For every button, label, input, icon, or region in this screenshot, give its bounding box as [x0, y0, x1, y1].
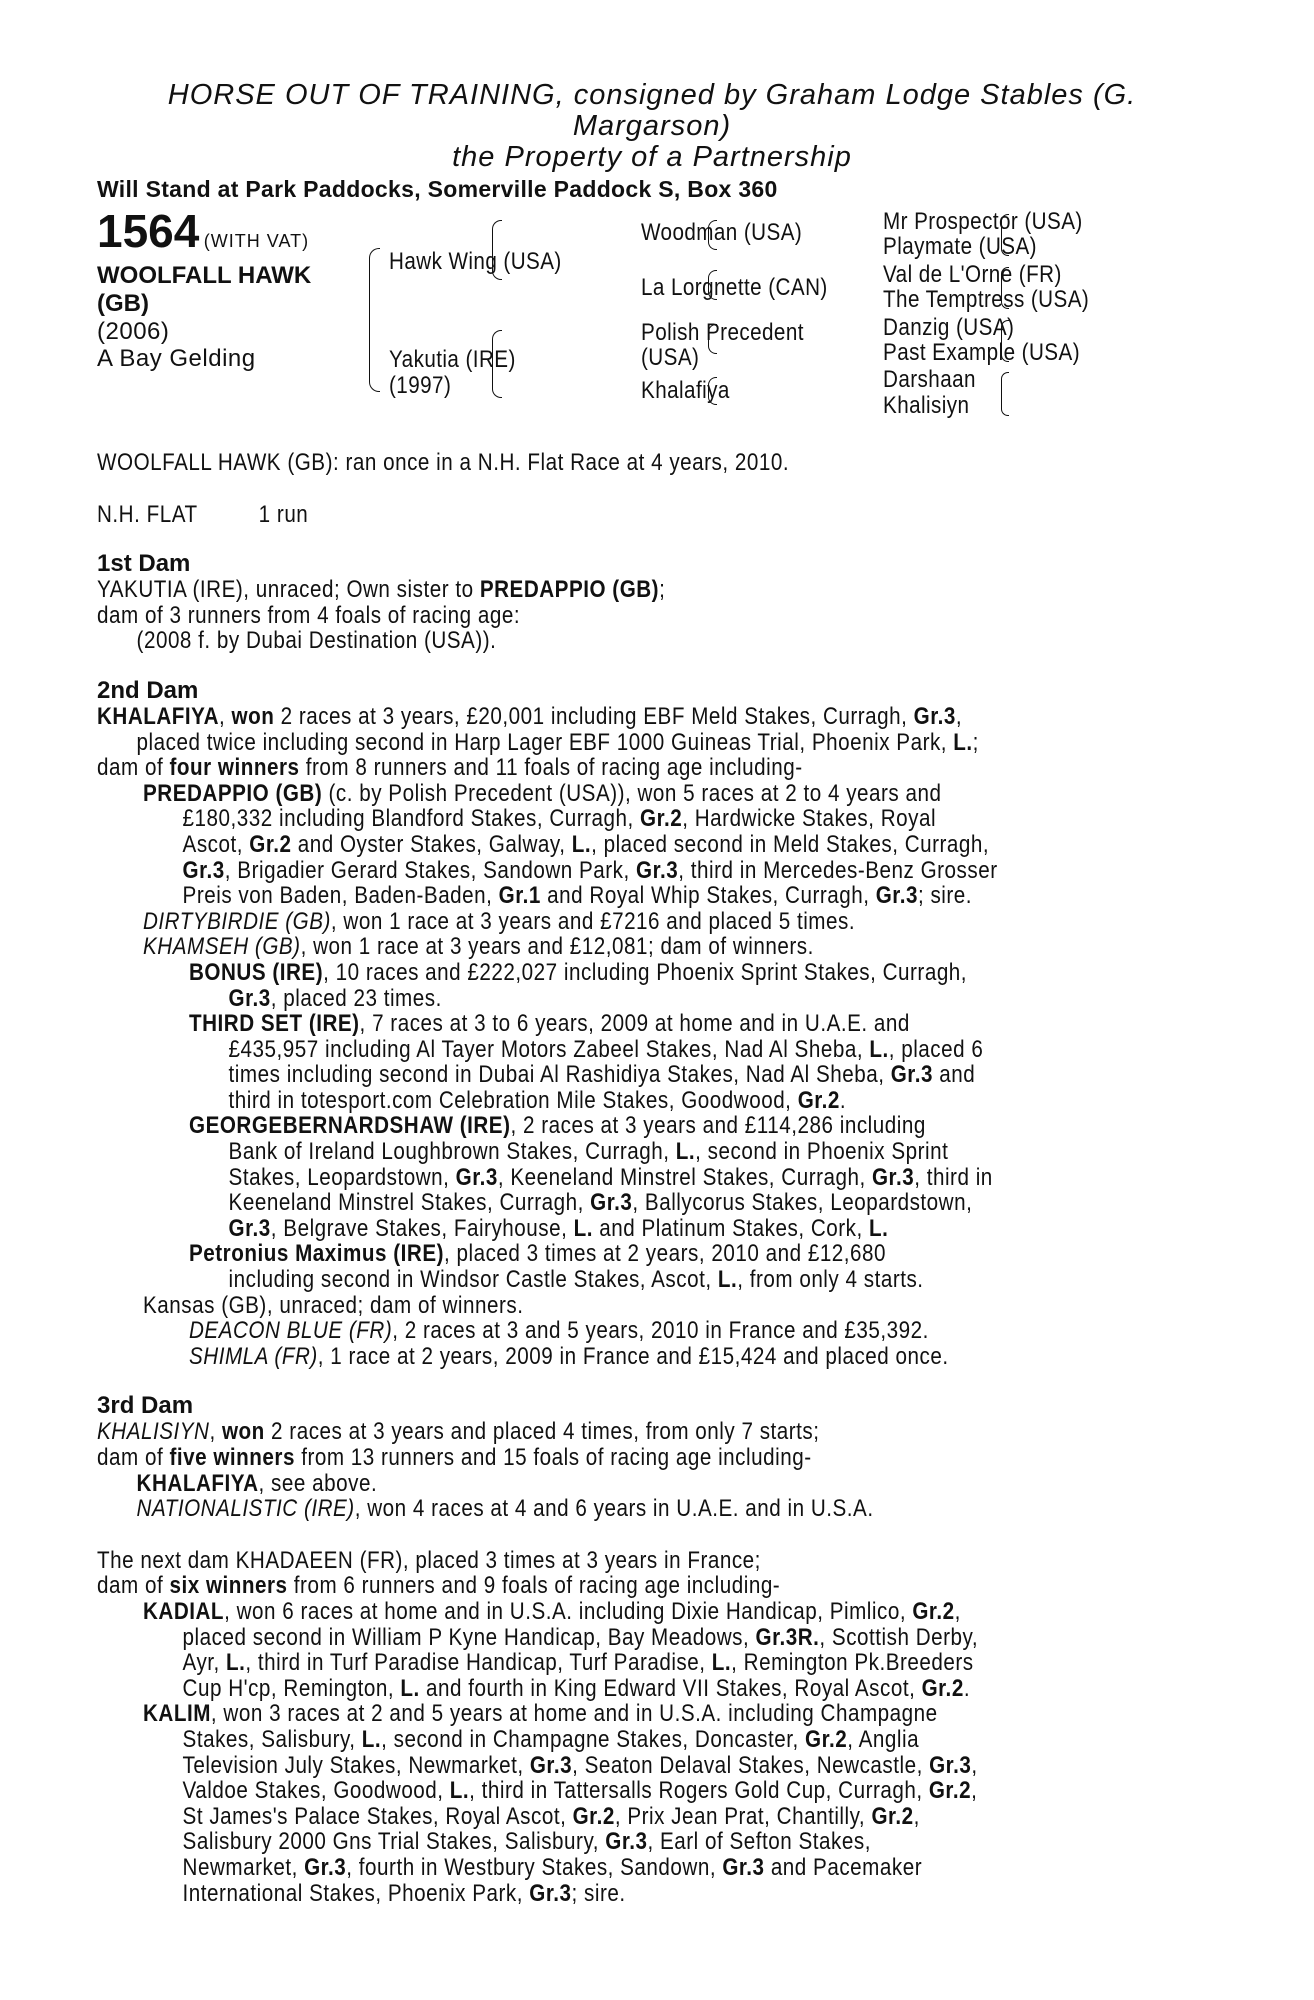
kalim-t3: Television July Stakes, Newmarket, — [182, 1751, 530, 1779]
pedigree-brace-g4 — [1001, 372, 1009, 416]
petro-t2b: , from only 4 starts. — [737, 1266, 924, 1294]
pedigree-brace-g1 — [1001, 214, 1009, 256]
kadial-g2: Gr.2 — [912, 1597, 955, 1625]
kalim-2 — [143, 1727, 1058, 1753]
kalim-8 — [143, 1881, 1058, 1907]
pred-5 — [143, 883, 1058, 909]
khamseh-progeny — [143, 960, 1207, 1293]
kadial-t3c: , Remington Pk.Breeders — [731, 1649, 974, 1677]
kalim-g3c: Gr.3 — [605, 1828, 648, 1856]
kadial-c1: , — [954, 1597, 961, 1625]
second-dam-line-1: KHALAFIYA, won 2 races at 3 years, £20,001 including EBF Meld Stakes, Curragh, Gr.3, — [97, 702, 963, 730]
george-1 — [189, 1113, 1064, 1139]
kadial-t3: Ayr, — [182, 1649, 227, 1677]
george-l2: L. — [573, 1214, 593, 1242]
kadial-t2b: , Scottish Derby, — [819, 1623, 979, 1651]
petro-name: Petronius Maximus (IRE) — [189, 1240, 445, 1268]
header-line-2: Margarson) — [572, 110, 732, 142]
pedigree-sire-dam: La Lorgnette (CAN) — [641, 274, 828, 301]
kalim-t7c: and Pacemaker — [764, 1853, 923, 1881]
next-dam-line-1: The next dam KHADAEEN (FR), placed 3 times at 3 years in France; — [97, 1546, 761, 1574]
deacon-text: , 2 races at 3 and 5 years, 2010 in France and £35,392. — [392, 1317, 929, 1345]
first-dam-line-1 — [97, 577, 1052, 603]
khamseh-text: , won 1 race at 3 years and £12,081; dam of winners. — [300, 933, 814, 961]
first-dam-line-2: dam of 3 runners from 4 foals of racing age: — [97, 601, 521, 629]
kalim-c1: , — [971, 1751, 978, 1779]
kalim-t3b: , Seaton Delaval Stakes, Newcastle, — [572, 1751, 930, 1779]
khamseh-name: KHAMSEH (GB) — [143, 933, 301, 961]
kalim-t4: Valdoe Stakes, Goodwood, — [182, 1777, 450, 1805]
pred-g3c: Gr.3 — [875, 882, 918, 910]
summary-line: WOOLFALL HAWK (GB): ran once in a N.H. Flat Race at 4 years, 2010. — [97, 449, 790, 476]
bonus-t2: , placed 23 times. — [270, 984, 442, 1012]
pedigree-sire-sire: Woodman (USA) — [641, 219, 803, 246]
deacon-name: DEACON BLUE (FR) — [189, 1317, 393, 1345]
record-line — [97, 502, 1052, 528]
kadial-l3: L. — [400, 1674, 420, 1702]
third-set-2 — [189, 1037, 1064, 1063]
kalim-5 — [143, 1804, 1058, 1830]
kadial-2 — [143, 1625, 1058, 1651]
sd-g: Gr.3 — [913, 702, 956, 730]
petronius-1 — [189, 1241, 1064, 1267]
kansas-progeny — [143, 1318, 1207, 1369]
george-2 — [189, 1139, 1064, 1165]
pedigree-dam-1: Yakutia (IRE) — [389, 346, 516, 373]
bonus-2 — [189, 986, 1064, 1012]
third-t2: £435,957 including Al Tayer Motors Zabeel Stakes, Nad Al Sheba, — [228, 1035, 870, 1063]
bonus-t1: , 10 races and £222,027 including Phoenix Sprint Stakes, Curragh, — [323, 958, 968, 986]
kalim-g2b: Gr.2 — [928, 1777, 972, 1805]
petronius-2 — [189, 1267, 1064, 1293]
pedigree-brace-g3 — [1001, 320, 1009, 362]
bonus-name: BONUS (IRE) — [189, 958, 324, 986]
pred-t5: Preis von Baden, Baden-Baden, — [182, 882, 499, 910]
kansas-entry: Kansas (GB), unraced; dam of winners. — [143, 1291, 524, 1319]
kalim-g3b: Gr.3 — [929, 1751, 972, 1779]
george-t2: Bank of Ireland Loughbrown Stakes, Curragh, — [228, 1138, 676, 1166]
george-3 — [189, 1165, 1064, 1191]
lot-number: 1564 — [97, 205, 200, 257]
third-t4: third in totesport.com Celebration Mile Stakes, Goodwood, — [228, 1086, 798, 1114]
pedigree-dam-dam: Khalafiya — [641, 377, 730, 404]
horse-name — [97, 262, 367, 318]
kalim-t6b: , Earl of Sefton Stakes, — [647, 1828, 871, 1856]
kalim-t7b: , fourth in Westbury Stakes, Sandown, — [346, 1853, 723, 1881]
third-t2b: , placed 6 — [888, 1035, 984, 1063]
pred-1 — [143, 781, 1058, 807]
kalim-l2: L. — [449, 1777, 470, 1805]
kalim-g3a: Gr.3 — [529, 1751, 573, 1779]
kalim-g2a: Gr.2 — [805, 1725, 848, 1753]
pred-g2: Gr.2 — [640, 805, 683, 833]
kalim-t2b: , second in Champagne Stakes, Doncaster, — [381, 1725, 806, 1753]
pedigree-brace-g2 — [1001, 267, 1009, 309]
kalim-sire: ; sire. — [571, 1879, 626, 1907]
sd-t3: dam of — [97, 754, 170, 782]
kalim-g3f: Gr.3 — [529, 1879, 572, 1907]
third-set-3 — [189, 1062, 1064, 1088]
pred-g3b: Gr.3 — [636, 856, 679, 884]
third-g3: Gr.3 — [890, 1061, 933, 1089]
record-value: 1 run — [258, 500, 309, 528]
pred-t4c: , third in Mercedes-Benz Grosser — [678, 856, 998, 884]
pedigree-ggs-2: Val de L'Orne (FR) — [883, 261, 1062, 288]
foaling-year: (2006) — [97, 318, 170, 345]
next-dam-line-2 — [97, 1573, 1052, 1599]
pred-name: PREDAPPIO (GB) — [143, 779, 323, 807]
header-line-1: HORSE OUT OF TRAINING, consigned by Graham Lodge Stables (G. — [167, 79, 1137, 111]
kadial-1 — [143, 1599, 1058, 1625]
george-t3: Stakes, Leopardstown, — [228, 1163, 456, 1191]
kalim-t7: Newmarket, — [182, 1853, 305, 1881]
pedigree-ggs-4: Darshaan — [883, 366, 976, 393]
pred-l: L. — [571, 830, 592, 858]
kalim-7 — [143, 1855, 1058, 1881]
predappio-entry — [97, 781, 1207, 1370]
third-l: L. — [869, 1035, 889, 1063]
petro-t1: , placed 3 times at 2 years, 2010 and £12,680 — [444, 1240, 887, 1268]
george-4 — [189, 1190, 1064, 1216]
george-t1: , 2 races at 3 years and £114,286 including — [510, 1112, 926, 1140]
kalim-c2: , — [971, 1777, 978, 1805]
pedigree-dam-2: (1997) — [389, 372, 452, 399]
first-dam-heading: 1st Dam — [97, 550, 191, 578]
pedigree-ggd-1: Playmate (USA) — [883, 233, 1037, 260]
second-dam-line-3 — [97, 755, 1052, 781]
pred-g2b: Gr.2 — [249, 830, 292, 858]
kalim-t4b: , third in Tattersalls Rogers Gold Cup, Curragh, — [469, 1777, 929, 1805]
next-dam-progeny — [97, 1599, 1207, 1906]
kalim-g3d: Gr.3 — [304, 1853, 347, 1881]
dirty-name: DIRTYBIRDIE (GB) — [143, 907, 331, 935]
third-dam-heading: 3rd Dam — [97, 1392, 194, 1420]
td-won: won — [221, 1418, 265, 1446]
sd-t1: 2 races at 3 years, £20,001 including EBF Meld Stakes, Curragh, — [274, 702, 914, 730]
petro-l: L. — [717, 1266, 738, 1294]
horse-name-line-1: WOOLFALL HAWK — [97, 262, 312, 289]
fd-sibling: PREDAPPIO (GB) — [479, 576, 660, 604]
third-dot: . — [839, 1086, 847, 1114]
kalim-t5: St James's Palace Stakes, Royal Ascot, — [182, 1802, 573, 1830]
george-t3b: , Keeneland Minstrel Stakes, Curragh, — [497, 1163, 872, 1191]
kalim-name: KALIM — [143, 1700, 211, 1728]
kalim-l1: L. — [361, 1725, 382, 1753]
pedigree-ggd-3: Past Example (USA) — [883, 339, 1081, 366]
horse-description: A Bay Gelding — [97, 345, 256, 372]
pred-4 — [143, 858, 1058, 884]
sd-t2: placed twice including second in Harp Lager EBF 1000 Guineas Trial, Phoenix Park, — [136, 728, 954, 756]
third-name: THIRD SET (IRE) — [189, 1010, 360, 1038]
kadial-t3b: , third in Turf Paradise Handicap, Turf Paradise, — [245, 1649, 712, 1677]
fd-punct: ; — [659, 576, 666, 604]
kalim-3 — [143, 1753, 1058, 1779]
shimla-entry — [189, 1344, 1064, 1370]
td-name: KHALISIYN — [97, 1418, 210, 1446]
george-t4: Keeneland Minstrel Stakes, Curragh, — [228, 1189, 591, 1217]
kalim-c3: , — [913, 1802, 920, 1830]
nd-sw: six winners — [169, 1572, 288, 1600]
vat-note: (WITH VAT) — [203, 231, 310, 251]
george-t5b: , Belgrave Stakes, Fairyhouse, — [270, 1214, 574, 1242]
second-dam-line-2: placed twice including second in Harp Lager EBF 1000 Guineas Trial, Phoenix Park, L.; — [136, 728, 979, 756]
second-dam-heading: 2nd Dam — [97, 676, 199, 704]
pred-t3: Ascot, — [182, 830, 250, 858]
pedigree-sire: Hawk Wing (USA) — [389, 248, 562, 275]
kadial-t4: Cup H'cp, Remington, — [182, 1674, 401, 1702]
pred-g3: Gr.3 — [182, 856, 225, 884]
kadial-t4b: and fourth in King Edward VII Stakes, Royal Ascot, — [419, 1674, 922, 1702]
pedigree-dam-sire-1: Polish Precedent — [641, 319, 804, 346]
header-line-3: the Property of a Partnership — [452, 141, 852, 173]
george-t3c: , third in — [914, 1163, 993, 1191]
td-nat-text: , won 4 races at 4 and 6 years in U.A.E. and in U.S.A. — [354, 1495, 874, 1523]
third-dam-line-2 — [97, 1445, 1052, 1471]
kadial-t2: placed second in William P Kyne Handicap, Bay Meadows, — [182, 1623, 756, 1651]
td-see: , see above. — [258, 1469, 378, 1497]
sd-name: KHALAFIYA — [97, 702, 219, 730]
george-g3: Gr.3 — [455, 1163, 498, 1191]
pedigree-ggd-4: Khalisiyn — [883, 392, 970, 419]
kadial-l1: L. — [226, 1649, 246, 1677]
george-g3b: Gr.3 — [871, 1163, 915, 1191]
kadial-3 — [143, 1650, 1058, 1676]
sd-t3b: from 8 runners and 11 foals of racing age including- — [299, 754, 803, 782]
khamseh-entry — [143, 934, 1058, 960]
third-t3b: and — [932, 1061, 976, 1089]
nd-t2: dam of — [97, 1572, 170, 1600]
kadial-g2b: Gr.2 — [921, 1674, 964, 1702]
pedigree-dam-sire-2: (USA) — [641, 344, 700, 371]
george-5 — [189, 1216, 1064, 1242]
kadial-g3r: Gr.3R. — [755, 1623, 820, 1651]
kalim-g3e: Gr.3 — [722, 1853, 765, 1881]
george-t5c: and Platinum Stakes, Cork, — [592, 1214, 869, 1242]
bonus-1 — [189, 960, 1064, 986]
td-t1: 2 races at 3 years and placed 4 times, from only 7 starts; — [264, 1418, 820, 1446]
third-dam-line-1: KHALISIYN, won 2 races at 3 years and placed 4 times, from only 7 starts; — [97, 1418, 820, 1446]
race-record-body — [97, 450, 1207, 1906]
kadial-t1: , won 6 races at home and in U.S.A. including Dixie Handicap, Pimlico, — [224, 1597, 913, 1625]
kalim-4 — [143, 1778, 1058, 1804]
lot-info — [97, 205, 367, 372]
td-fw: five winners — [169, 1444, 295, 1471]
pred-t1: (c. by Polish Precedent (USA)), won 5 races at 2 to 4 years and — [322, 779, 942, 807]
record-label: N.H. FLAT — [97, 500, 198, 528]
pred-t3b: and Oyster Stakes, Galway, — [291, 830, 572, 858]
pred-t2: £180,332 including Blandford Stakes, Curragh, — [182, 805, 641, 833]
third-set-1 — [189, 1011, 1064, 1037]
shimla-text: , 1 race at 2 years, 2009 in France and £15,424 and placed once. — [317, 1342, 949, 1370]
td-t2: dam of — [97, 1444, 170, 1471]
kalim-t2c: , Anglia — [847, 1725, 920, 1753]
sd-l: L. — [953, 728, 973, 756]
george-l: L. — [675, 1138, 696, 1166]
george-t2b: , second in Phoenix Sprint — [695, 1138, 949, 1166]
third-dam-khalafiya — [97, 1471, 1052, 1497]
pred-t4b: , Brigadier Gerard Stakes, Sandown Park, — [224, 856, 637, 884]
george-t4b: , Ballycorus Stakes, Leopardstown, — [632, 1189, 973, 1217]
pedigree-brace-main — [369, 248, 380, 392]
td-khalafiya: KHALAFIYA — [136, 1469, 259, 1497]
dirtybirdie-entry — [143, 909, 1058, 935]
kadial-l2: L. — [711, 1649, 732, 1677]
td-nat-name: NATIONALISTIC (IRE) — [136, 1495, 355, 1523]
sd-fw: four winners — [169, 754, 300, 782]
shimla-name: SHIMLA (FR) — [189, 1342, 318, 1370]
pred-t3c: , placed second in Meld Stakes, Curragh, — [591, 830, 990, 858]
kadial-dot: . — [963, 1674, 971, 1702]
pred-t5b: and Royal Whip Stakes, Curragh, — [540, 882, 876, 910]
pedigree-ggs-1: Mr Prospector (USA) — [883, 208, 1083, 235]
george-g3c: Gr.3 — [590, 1189, 633, 1217]
horse-name-line-2: (GB) — [97, 290, 149, 317]
pedigree-ggs-3: Danzig (USA) — [883, 314, 1015, 341]
consignment-header — [97, 80, 1207, 173]
pred-g1: Gr.1 — [498, 882, 541, 910]
kadial-4 — [143, 1676, 1058, 1702]
pred-3 — [143, 832, 1058, 858]
nd-t2b: from 6 runners and 9 foals of racing age including- — [287, 1572, 781, 1600]
third-t1: , 7 races at 3 to 6 years, 2009 at home and in U.A.E. and — [359, 1010, 910, 1038]
bonus-g3: Gr.3 — [228, 984, 271, 1012]
george-g3d: Gr.3 — [228, 1214, 271, 1242]
kalim-6 — [143, 1829, 1058, 1855]
kalim-t1: , won 3 races at 2 and 5 years at home and in U.S.A. including Champagne — [210, 1700, 938, 1728]
sd-won: won — [231, 702, 275, 730]
kalim-t5b: , Prix Jean Prat, Chantilly, — [614, 1802, 872, 1830]
kalim-g2d: Gr.2 — [871, 1802, 914, 1830]
fd-text: YAKUTIA (IRE), unraced; Own sister to — [97, 576, 480, 604]
kalim-g2c: Gr.2 — [572, 1802, 615, 1830]
kalim-t2: Stakes, Salisbury, — [182, 1725, 362, 1753]
kalim-t8: International Stakes, Phoenix Park, — [182, 1879, 530, 1907]
pred-2 — [143, 806, 1058, 832]
kadial-name: KADIAL — [143, 1597, 225, 1625]
dirty-text: , won 1 race at 3 years and £7216 and placed 5 times. — [330, 907, 856, 935]
third-g2: Gr.2 — [797, 1086, 840, 1114]
petro-t2: including second in Windsor Castle Stakes, Ascot, — [228, 1266, 718, 1294]
george-l3: L. — [868, 1214, 889, 1242]
third-dam-nationalistic — [97, 1496, 1052, 1522]
stand-location: Will Stand at Park Paddocks, Somerville Paddock S, Box 360 — [97, 176, 778, 202]
deacon-entry — [189, 1318, 1064, 1344]
kalim-1 — [143, 1701, 1058, 1727]
kalim-t6: Salisbury 2000 Gns Trial Stakes, Salisbury, — [182, 1828, 606, 1856]
third-t3: times including second in Dubai Al Rashidiya Stakes, Nad Al Sheba, — [228, 1061, 891, 1089]
pred-t5c: ; sire. — [917, 882, 973, 910]
third-set-4 — [189, 1088, 1064, 1114]
george-name: GEORGEBERNARDSHAW (IRE) — [189, 1112, 511, 1140]
td-t2b: from 13 runners and 15 foals of racing age including- — [294, 1444, 812, 1471]
first-dam-line-3: (2008 f. by Dubai Destination (USA)). — [136, 627, 497, 655]
pedigree-ggd-2: The Temptress (USA) — [883, 286, 1090, 313]
pred-t2b: , Hardwicke Stakes, Royal — [682, 805, 937, 833]
